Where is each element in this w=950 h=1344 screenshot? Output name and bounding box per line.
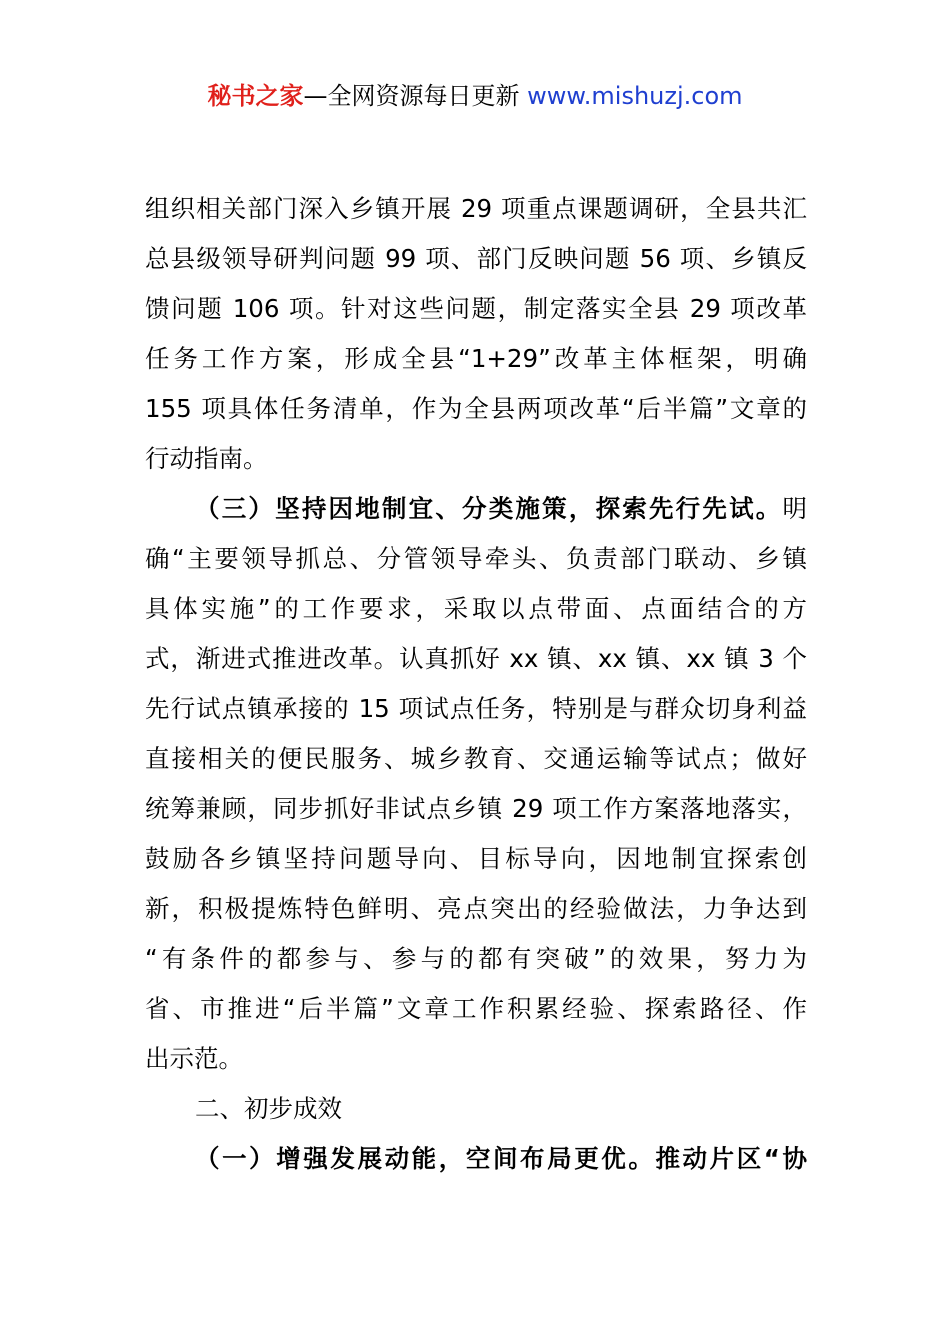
paragraph-heading: （三）坚持因地制宜、分类施策，探索先行先试。 <box>195 494 783 523</box>
paragraph <box>145 1084 807 1134</box>
text-line: 省、市推进“后半篇”文章工作积累经验、探索路径、作 <box>145 994 807 1023</box>
text-line: 确“主要领导抓总、分管领导牵头、负责部门联动、乡镇 <box>145 544 807 573</box>
text-run: 明 <box>782 494 807 523</box>
text-line: 具体实施”的工作要求，采取以点带面、点面结合的方 <box>145 594 807 623</box>
section-title: 二、初步成效 <box>195 1094 342 1123</box>
text-line <box>145 484 807 534</box>
site-url-link[interactable]: www.mishuzj.com <box>527 82 743 110</box>
text-line: 鼓励各乡镇坚持问题导向、目标导向，因地制宜探索创 <box>145 844 807 873</box>
text-line: 统筹兼顾，同步抓好非试点乡镇 29 项工作方案落地落实， <box>145 794 807 823</box>
text-line: 组织相关部门深入乡镇开展 29 项重点课题调研，全县共汇 <box>145 194 807 223</box>
text-line: “有条件的都参与、参与的都有突破”的效果，努力为 <box>145 944 807 973</box>
paragraph <box>145 184 807 484</box>
site-brand: 秘书之家 <box>207 82 304 110</box>
text-line: 馈问题 106 项。针对这些问题，制定落实全县 29 项改革 <box>145 294 807 323</box>
text-line: 式，渐进式推进改革。认真抓好 xx 镇、xx 镇、xx 镇 3 个 <box>145 644 807 673</box>
text-line: 总县级领导研判问题 99 项、部门反映问题 56 项、乡镇反 <box>145 244 807 273</box>
text-line: 直接相关的便民服务、城乡教育、交通运输等试点；做好 <box>145 744 807 773</box>
site-tagline: —全网资源每日更新 <box>303 82 528 110</box>
text-line: 先行试点镇承接的 15 项试点任务，特别是与群众切身利益 <box>145 694 807 723</box>
paragraph <box>145 1134 807 1184</box>
text-line: 新，积极提炼特色鲜明、亮点突出的经验做法，力争达到 <box>145 894 807 923</box>
text-line: 155 项具体任务清单，作为全县两项改革“后半篇”文章的 <box>145 394 807 423</box>
site-header <box>0 78 950 114</box>
document-body <box>145 184 807 1184</box>
paragraph-heading: （一）增强发展动能，空间布局更优。推动片区“协 <box>195 1144 807 1173</box>
paragraph <box>145 484 807 1084</box>
text-line: 行动指南。 <box>145 444 268 473</box>
text-line: 任务工作方案，形成全县“1+29”改革主体框架，明确 <box>145 344 807 373</box>
text-line: 出示范。 <box>145 1044 243 1073</box>
